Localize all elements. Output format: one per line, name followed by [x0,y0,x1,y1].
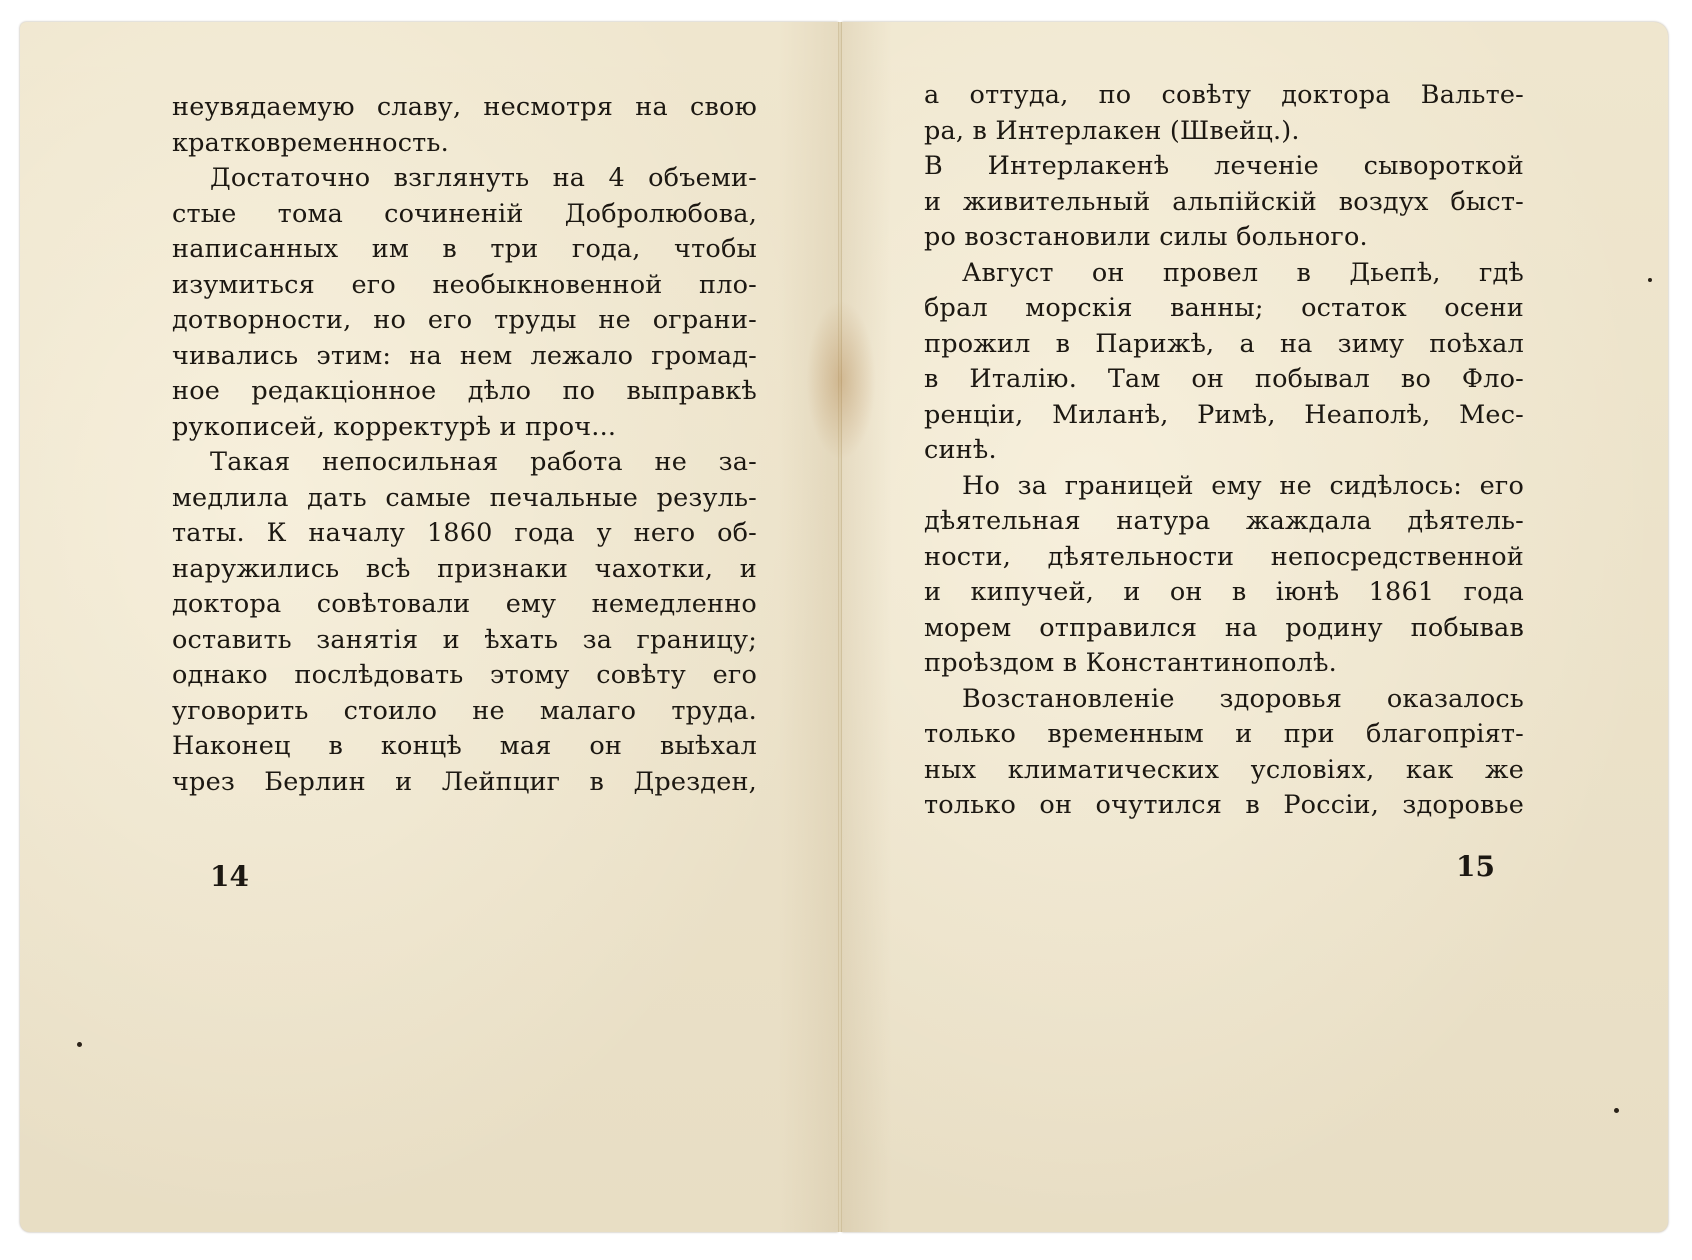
text-line: ных климатических условіях, как же [924,754,1524,785]
paper-stain [806,300,876,460]
text-line: В Интерлакенѣ леченіе сывороткой [924,151,1524,181]
text-line: Но за границей ему не сидѣлось: его [962,470,1524,501]
text-line: а оттуда, по совѣту доктора Вальте- [924,80,1524,110]
text-line: кратковременность. [172,127,449,158]
text-line: только он очутился в Россіи, здоровье [924,790,1524,820]
text-line: уговорить стоило не малаго труда. [172,695,757,726]
text-line: прожил в Парижѣ, а на зиму поѣхал [924,328,1524,359]
text-line: ности, дѣятельности непосредственной [924,541,1524,572]
text-line: ренціи, Миланѣ, Римѣ, Неаполѣ, Мес- [924,399,1524,430]
text-line: стые тома сочиненій Добролюбова, [172,198,757,229]
text-line: изумиться его необыкновенной пло- [172,269,757,300]
text-line: и кипучей, и он в іюнѣ 1861 года [924,577,1524,607]
text-line: дотворности, но его труды не ограни- [172,305,757,335]
right-page-text [924,78,1524,824]
text-line: ное редакціонное дѣло по выправкѣ [172,376,757,406]
text-line: Август он провел в Дьепѣ, гдѣ [962,257,1524,288]
text-line: и живительный альпійскій воздух быст- [924,186,1524,217]
ink-speck [77,1042,82,1047]
text-line: неувядаемую славу, несмотря на свою [172,92,757,122]
ink-speck [1614,1108,1619,1113]
text-line: оставить занятія и ѣхать за границу; [172,624,757,655]
text-line: медлила дать самые печальные резуль- [172,482,757,513]
text-line: проѣздом в Константинополѣ. [924,648,1337,678]
ink-speck [1648,278,1652,282]
text-line: в Италію. Там он побывал во Фло- [924,364,1524,394]
text-line: морем отправился на родину побывав [924,612,1524,643]
text-line: Достаточно взглянуть на 4 объеми- [210,163,757,193]
text-line: брал морскія ванны; остаток осени [924,293,1524,323]
text-line: Такая непосильная работа не за- [210,447,757,477]
text-line: написанных им в три года, чтобы [172,234,757,264]
left-page-text [172,90,757,800]
text-line: Наконец в концѣ мая он выѣхал [172,731,757,761]
page-number: 15 [1456,850,1495,883]
page-number: 14 [210,860,249,893]
text-line: доктора совѣтовали ему немедленно [172,589,757,619]
text-line: только временным и при благопріят- [924,719,1524,749]
text-line: чивались этим: на нем лежало громад- [172,340,757,371]
text-line: наружились всѣ признаки чахотки, и [172,553,757,584]
text-line: таты. К началу 1860 года у него об- [172,518,757,548]
book-gutter [838,22,842,1232]
text-line: рукописей, корректурѣ и проч... [172,411,617,442]
text-line: однако послѣдовать этому совѣту его [172,660,757,690]
text-line: чрез Берлин и Лейпциг в Дрезден, [172,766,757,797]
text-line: ра, в Интерлакен (Швейц.). [924,115,1300,146]
text-line: Возстановленіе здоровья оказалось [962,683,1524,714]
text-line: ро возстановили силы больного. [924,222,1368,252]
text-line: дѣятельная натура жаждала дѣятель- [924,506,1524,536]
text-line: синѣ. [924,435,997,465]
